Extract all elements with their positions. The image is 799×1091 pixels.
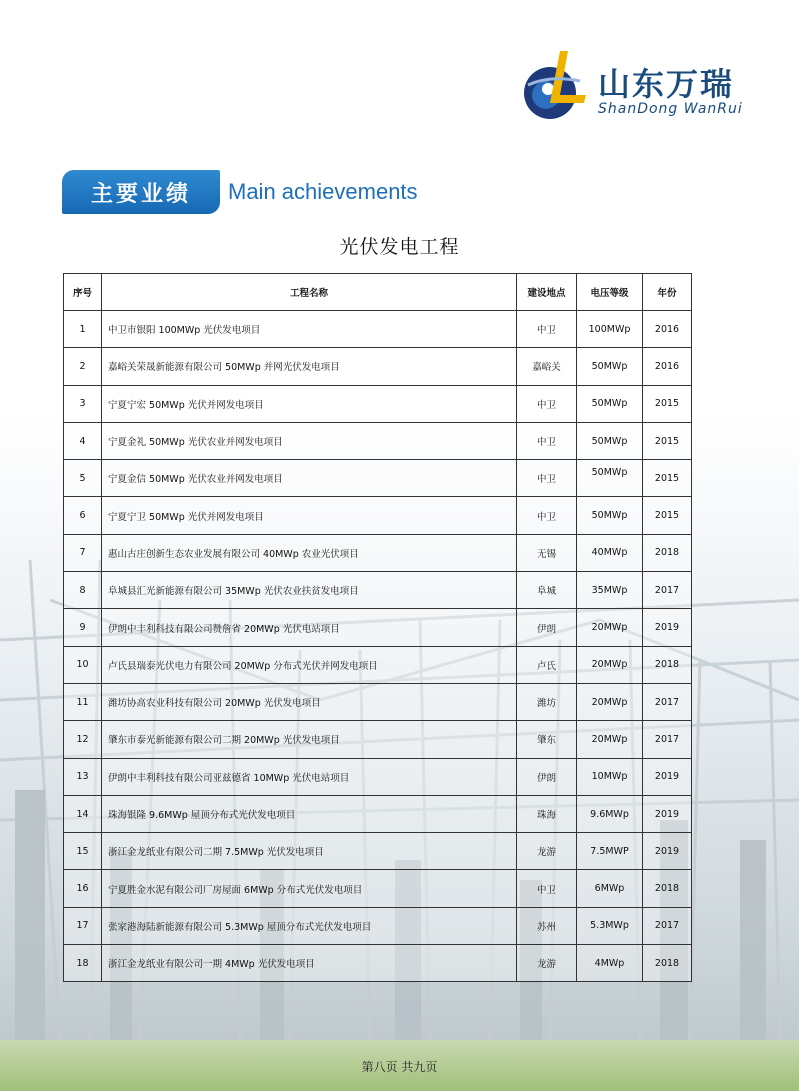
cell-capacity: 20MWp xyxy=(577,683,643,720)
header-name: 工程名称 xyxy=(102,274,517,311)
table-row xyxy=(64,385,692,422)
cell-index: 12 xyxy=(64,721,102,758)
cell-name: 阜城县汇光新能源有限公司 35MWp 光伏农业扶贫发电项目 xyxy=(102,572,517,609)
page-number-footer: 第八页 共九页 xyxy=(361,1060,438,1074)
header-location: 建设地点 xyxy=(517,274,577,311)
table-row xyxy=(64,795,692,832)
cell-location: 苏州 xyxy=(517,907,577,944)
cell-year: 2018 xyxy=(643,646,692,683)
cell-year: 2015 xyxy=(643,460,692,497)
cell-name: 宁夏宁卫 50MWp 光伏并网发电项目 xyxy=(102,497,517,534)
cell-location: 肇东 xyxy=(517,721,577,758)
table-row xyxy=(64,348,692,385)
cell-name: 珠海银隆 9.6MWp 屋顶分布式光伏发电项目 xyxy=(102,795,517,832)
cell-capacity: 4MWp xyxy=(577,945,643,982)
cell-index: 4 xyxy=(64,422,102,459)
cell-location: 伊朗 xyxy=(517,609,577,646)
cell-year: 2017 xyxy=(643,683,692,720)
cell-index: 18 xyxy=(64,945,102,982)
cell-location: 中卫 xyxy=(517,497,577,534)
cell-index: 3 xyxy=(64,385,102,422)
table-row xyxy=(64,870,692,907)
cell-index: 17 xyxy=(64,907,102,944)
logo-name-en: ShanDong WanRui xyxy=(598,101,743,117)
cell-location: 卢氏 xyxy=(517,646,577,683)
cell-capacity: 50MWp xyxy=(577,422,643,459)
cell-name: 宁夏金礼 50MWp 光伏农业并网发电项目 xyxy=(102,422,517,459)
cell-name: 宁夏宁宏 50MWp 光伏并网发电项目 xyxy=(102,385,517,422)
cell-capacity: 50MWp xyxy=(577,348,643,385)
cell-index: 13 xyxy=(64,758,102,795)
cell-capacity: 50MWp xyxy=(577,385,643,422)
table-row xyxy=(64,460,692,497)
cell-location: 珠海 xyxy=(517,795,577,832)
cell-index: 5 xyxy=(64,460,102,497)
cell-year: 2017 xyxy=(643,907,692,944)
cell-location: 潍坊 xyxy=(517,683,577,720)
section-tag: 主要业绩 xyxy=(62,170,220,214)
page-title: 光伏发电工程 xyxy=(339,236,460,258)
cell-capacity: 35MWp xyxy=(577,572,643,609)
cell-year: 2016 xyxy=(643,311,692,348)
cell-year: 2015 xyxy=(643,497,692,534)
cell-index: 14 xyxy=(64,795,102,832)
cell-location: 阜城 xyxy=(517,572,577,609)
cell-location: 中卫 xyxy=(517,311,577,348)
achievements-table xyxy=(63,273,692,982)
cell-location: 中卫 xyxy=(517,422,577,459)
cell-year: 2016 xyxy=(643,348,692,385)
cell-location: 中卫 xyxy=(517,870,577,907)
table-row xyxy=(64,646,692,683)
cell-index: 16 xyxy=(64,870,102,907)
cell-index: 7 xyxy=(64,534,102,571)
cell-location: 中卫 xyxy=(517,460,577,497)
table-row xyxy=(64,758,692,795)
cell-index: 8 xyxy=(64,572,102,609)
cell-index: 1 xyxy=(64,311,102,348)
cell-location: 龙游 xyxy=(517,833,577,870)
cell-capacity: 20MWp xyxy=(577,721,643,758)
cell-location: 龙游 xyxy=(517,945,577,982)
cell-location: 嘉峪关 xyxy=(517,348,577,385)
cell-capacity: 9.6MWp xyxy=(577,795,643,832)
cell-year: 2018 xyxy=(643,870,692,907)
logo-name-cn: 山东万瑞 xyxy=(598,65,735,103)
cell-name: 潍坊协高农业科技有限公司 20MWp 光伏发电项目 xyxy=(102,683,517,720)
cell-capacity: 20MWp xyxy=(577,646,643,683)
header-year: 年份 xyxy=(643,274,692,311)
cell-name: 卢氏县瑞泰光伏电力有限公司 20MWp 分布式光伏并网发电项目 xyxy=(102,646,517,683)
cell-year: 2015 xyxy=(643,422,692,459)
cell-index: 9 xyxy=(64,609,102,646)
cell-capacity: 100MWp xyxy=(577,311,643,348)
cell-index: 15 xyxy=(64,833,102,870)
cell-year: 2018 xyxy=(643,945,692,982)
table-row xyxy=(64,422,692,459)
table-header-row xyxy=(64,274,692,311)
table-row xyxy=(64,833,692,870)
cell-capacity-text: 50MWp xyxy=(591,466,628,478)
cell-capacity xyxy=(577,460,643,497)
cell-location: 无锡 xyxy=(517,534,577,571)
cell-capacity: 5.3MWp xyxy=(577,907,643,944)
cell-name: 宁夏胜金水泥有限公司厂房屋面 6MWp 分布式光伏发电项目 xyxy=(102,870,517,907)
cell-year: 2019 xyxy=(643,833,692,870)
header-index: 序号 xyxy=(64,274,102,311)
table-row xyxy=(64,683,692,720)
cell-year: 2019 xyxy=(643,758,692,795)
table-row xyxy=(64,609,692,646)
logo-emblem-icon xyxy=(520,45,590,125)
table-row xyxy=(64,311,692,348)
table-row xyxy=(64,497,692,534)
header-capacity: 电压等级 xyxy=(577,274,643,311)
company-logo xyxy=(520,45,760,125)
cell-year: 2019 xyxy=(643,609,692,646)
cell-year: 2019 xyxy=(643,795,692,832)
cell-name: 中卫市银阳 100MWp 光伏发电项目 xyxy=(102,311,517,348)
cell-name: 伊朗中丰利科技有限公司亚兹德省 10MWp 光伏电站项目 xyxy=(102,758,517,795)
cell-capacity: 20MWp xyxy=(577,609,643,646)
cell-year: 2018 xyxy=(643,534,692,571)
table-row xyxy=(64,572,692,609)
cell-capacity: 50MWp xyxy=(577,497,643,534)
cell-year: 2015 xyxy=(643,385,692,422)
table-row xyxy=(64,534,692,571)
cell-name: 浙江金龙纸业有限公司一期 4MWp 光伏发电项目 xyxy=(102,945,517,982)
table-row xyxy=(64,945,692,982)
cell-year: 2017 xyxy=(643,721,692,758)
cell-name: 肇东市泰光新能源有限公司二期 20MWp 光伏发电项目 xyxy=(102,721,517,758)
cell-name: 张家港海陆新能源有限公司 5.3MWp 屋顶分布式光伏发电项目 xyxy=(102,907,517,944)
cell-year: 2017 xyxy=(643,572,692,609)
cell-capacity: 40MWp xyxy=(577,534,643,571)
cell-index: 10 xyxy=(64,646,102,683)
table-row xyxy=(64,721,692,758)
table-row xyxy=(64,907,692,944)
cell-index: 2 xyxy=(64,348,102,385)
cell-index: 6 xyxy=(64,497,102,534)
cell-index: 11 xyxy=(64,683,102,720)
cell-name: 浙江金龙纸业有限公司二期 7.5MWp 光伏发电项目 xyxy=(102,833,517,870)
cell-capacity: 10MWp xyxy=(577,758,643,795)
cell-name: 惠山古庄创新生态农业发展有限公司 40MWp 农业光伏项目 xyxy=(102,534,517,571)
cell-name: 伊朗中丰利科技有限公司赞詹省 20MWp 光伏电站项目 xyxy=(102,609,517,646)
cell-name: 宁夏金信 50MWp 光伏农业并网发电项目 xyxy=(102,460,517,497)
cell-location: 中卫 xyxy=(517,385,577,422)
section-title-en: Main achievements xyxy=(228,179,418,204)
cell-capacity: 7.5MWP xyxy=(577,833,643,870)
cell-location: 伊朗 xyxy=(517,758,577,795)
cell-name: 嘉峪关荣晟新能源有限公司 50MWp 并网光伏发电项目 xyxy=(102,348,517,385)
cell-capacity: 6MWp xyxy=(577,870,643,907)
